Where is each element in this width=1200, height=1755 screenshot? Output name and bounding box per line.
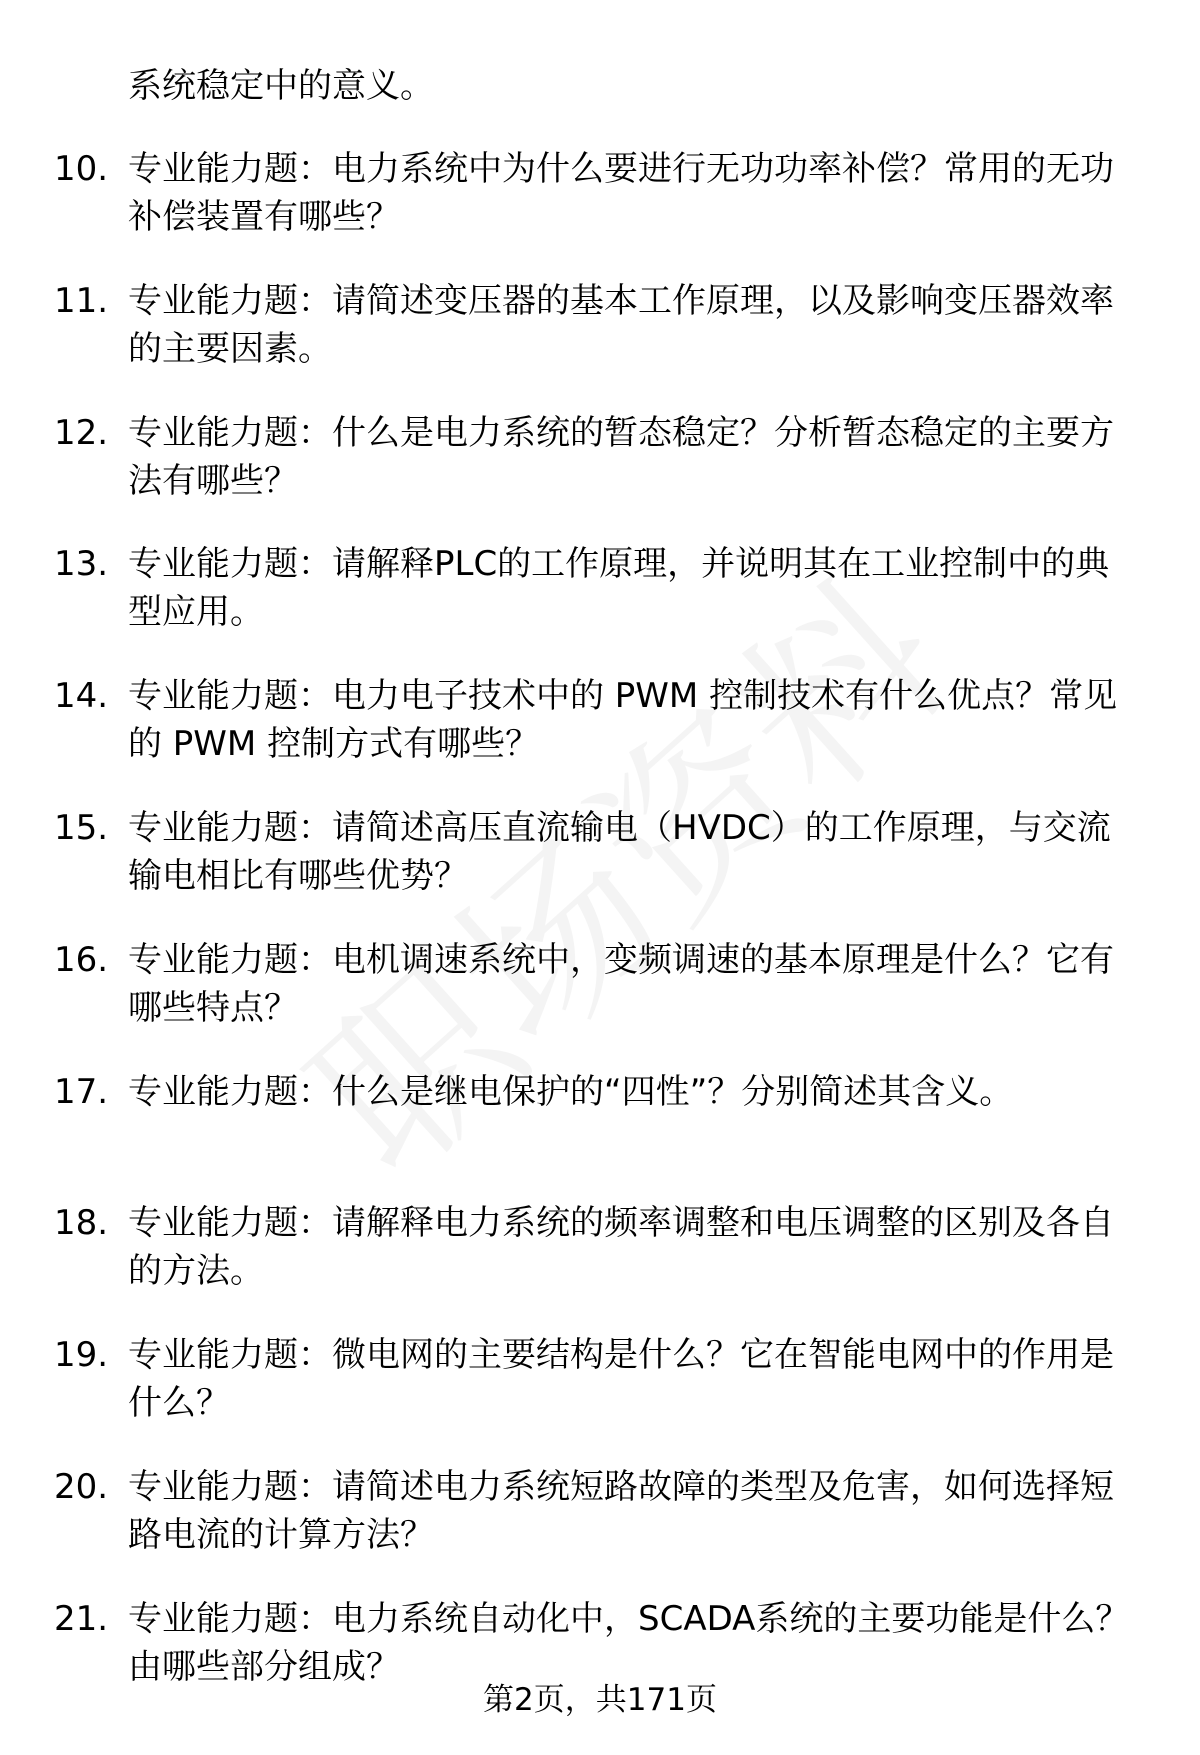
question-number: 17. [54,1071,109,1112]
continuation-text: 系统稳定中的意义。 [128,66,434,106]
question-number: 19. [54,1335,109,1376]
page-footer: 第2页，共171页 [483,1682,717,1718]
question-text: 专业能力题：什么是继电保护的“四性”？分别简述其含义。 [128,1071,1014,1112]
question-number: 15. [54,807,109,848]
question-number: 20. [54,1466,109,1507]
question-item [0,540,1200,672]
question-number: 14. [54,676,109,717]
question-item [0,1199,1200,1331]
question-number: 12. [54,412,109,453]
question-text: 专业能力题：请解释PLC的工作原理，并说明其在工业控制中的典型应用。 [128,544,1110,633]
question-text: 专业能力题：请简述高压直流输电（HVDC）的工作原理，与交流输电相比有哪些优势？ [128,807,1111,896]
question-text: 专业能力题：请简述变压器的基本工作原理，以及影响变压器效率的主要因素。 [128,280,1114,369]
question-text: 专业能力题：什么是电力系统的暂态稳定？分析暂态稳定的主要方法有哪些？ [128,412,1114,501]
question-number: 10. [54,149,109,189]
question-item [0,1068,1200,1200]
question-text: 专业能力题：微电网的主要结构是什么？它在智能电网中的作用是什么？ [128,1335,1114,1424]
question-number: 16. [54,939,109,980]
question-number: 21. [54,1598,109,1639]
question-item [0,672,1200,804]
question-text: 专业能力题：电力系统中为什么要进行无功功率补偿？常用的无功补偿装置有哪些？ [128,149,1114,237]
question-text: 专业能力题：电力系统自动化中，SCADA系统的主要功能是什么？由哪些部分组成？ [128,1598,1130,1687]
question-text: 专业能力题：请解释电力系统的频率调整和电压调整的区别及各自的方法。 [128,1203,1114,1292]
question-item [0,936,1200,1068]
question-item [0,409,1200,541]
question-item [0,1331,1200,1463]
question-number: 13. [54,544,109,585]
question-number: 11. [54,280,109,321]
question-text: 专业能力题：电机调速系统中，变频调速的基本原理是什么？它有哪些特点？ [128,939,1114,1028]
question-number: 18. [54,1203,109,1244]
question-item [0,145,1200,277]
question-text: 专业能力题：请简述电力系统短路故障的类型及危害，如何选择短路电流的计算方法？ [128,1466,1114,1555]
question-item [0,1463,1200,1595]
question-text: 专业能力题：电力电子技术中的 PWM 控制技术有什么优点？常见的 PWM 控制方式有哪些？ [128,676,1118,765]
question-list [0,145,1200,1727]
question-item [0,804,1200,936]
question-item [0,277,1200,409]
